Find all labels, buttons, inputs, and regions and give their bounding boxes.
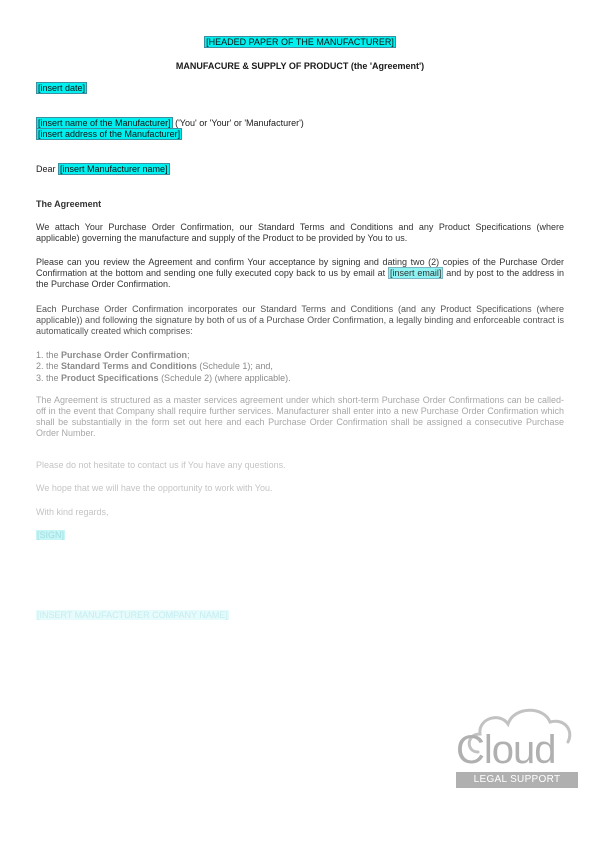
list-item-2-prefix: 2. the: [36, 361, 62, 371]
list-item-3-prefix: 3. the: [36, 373, 62, 383]
manufacturer-name-placeholder: [insert name of the Manufacturer]: [38, 118, 171, 128]
date-placeholder: [insert date]: [38, 83, 86, 93]
salutation-dear: Dear: [36, 164, 59, 174]
manufacturer-defined-terms: ('You' or 'Your' or 'Manufacturer'): [172, 118, 304, 128]
list-item-3: [36, 373, 291, 384]
salutation: [36, 164, 170, 175]
list-item-1: [36, 350, 190, 361]
company-line: [36, 610, 229, 621]
paragraph-review-text-b: and by post to the address in the Purchase Order Confirmation.: [36, 268, 565, 289]
cloud-legal-support-logo: [456, 700, 578, 792]
company-name-placeholder: [INSERT MANUFACTURER COMPANY NAME]: [37, 610, 228, 620]
paragraph-attach: We attach Your Purchase Order Confirmation, our Standard Terms and Conditions and any Product Specifications (where applicable) governing the manufacture and supply of the Product to be provided by You to us.: [36, 222, 564, 243]
list-item-3-bold: Product Specifications: [61, 373, 159, 383]
paragraph-review-text-a: Please can you review the Agreement and confirm Your acceptance by signing and dating two (2) copies of the Purchase Order Confirmation at the bottom and sending one fully executed copy back to us by email at: [36, 257, 564, 278]
sign-line: [36, 530, 65, 541]
logo-brand-text: Cloud: [456, 728, 556, 772]
document-title: MANUFACURE & SUPPLY OF PRODUCT (the 'Agreement'): [175, 61, 425, 71]
closing-hope: We hope that we will have the opportunity to work with You.: [36, 483, 273, 493]
list-item-2: [36, 361, 273, 372]
closing-contact: Please do not hesitate to contact us if You have any questions.: [36, 460, 286, 470]
email-placeholder: [insert email]: [390, 268, 442, 278]
list-item-1-bold: Purchase Order Confirmation: [61, 350, 188, 360]
logo-tagline-text: LEGAL SUPPORT: [473, 774, 561, 785]
section-heading: The Agreement: [36, 199, 102, 209]
list-item-3-rest: (Schedule 2) (where applicable).: [158, 373, 291, 383]
list-item-2-rest: (Schedule 1); and,: [196, 361, 273, 371]
list-item-1-prefix: 1. the: [36, 350, 62, 360]
sign-placeholder: [SIGN]: [37, 530, 65, 540]
closing-regards: With kind regards,: [36, 507, 109, 517]
headed-paper-line: [36, 37, 564, 48]
headed-paper-placeholder: [HEADED PAPER OF THE MANUFACTURER]: [206, 37, 394, 47]
manufacturer-address-placeholder: [insert address of the Manufacturer]: [38, 129, 181, 139]
recipient-address-line: [36, 129, 182, 140]
salutation-name-placeholder: [insert Manufacturer name]: [60, 164, 168, 174]
list-item-2-bold: Standard Terms and Conditions: [61, 361, 197, 371]
paragraph-review: [36, 257, 564, 290]
paragraph-master-agreement: The Agreement is structured as a master services agreement under which short-term Purchase Order Confirmations can be called-off in the event that Company shall require further services. Manufacturer shall enter into a new Purchase Order Confirmation which shall be substantially in the form set out here and each Purchase Order Confirmation shall be assigned a consecutive Purchase Order Number.: [36, 395, 564, 438]
date-line: [36, 83, 87, 94]
paragraph-contract: Each Purchase Order Confirmation incorporates our Standard Terms and Conditions (and any Product Specifications (where applicable)) and following the signature by both of us of a Purchase Order Confirmation, a legally binding and enforceable contract is automatically created which comprises:: [36, 304, 564, 336]
list-item-1-rest: ;: [187, 350, 190, 360]
